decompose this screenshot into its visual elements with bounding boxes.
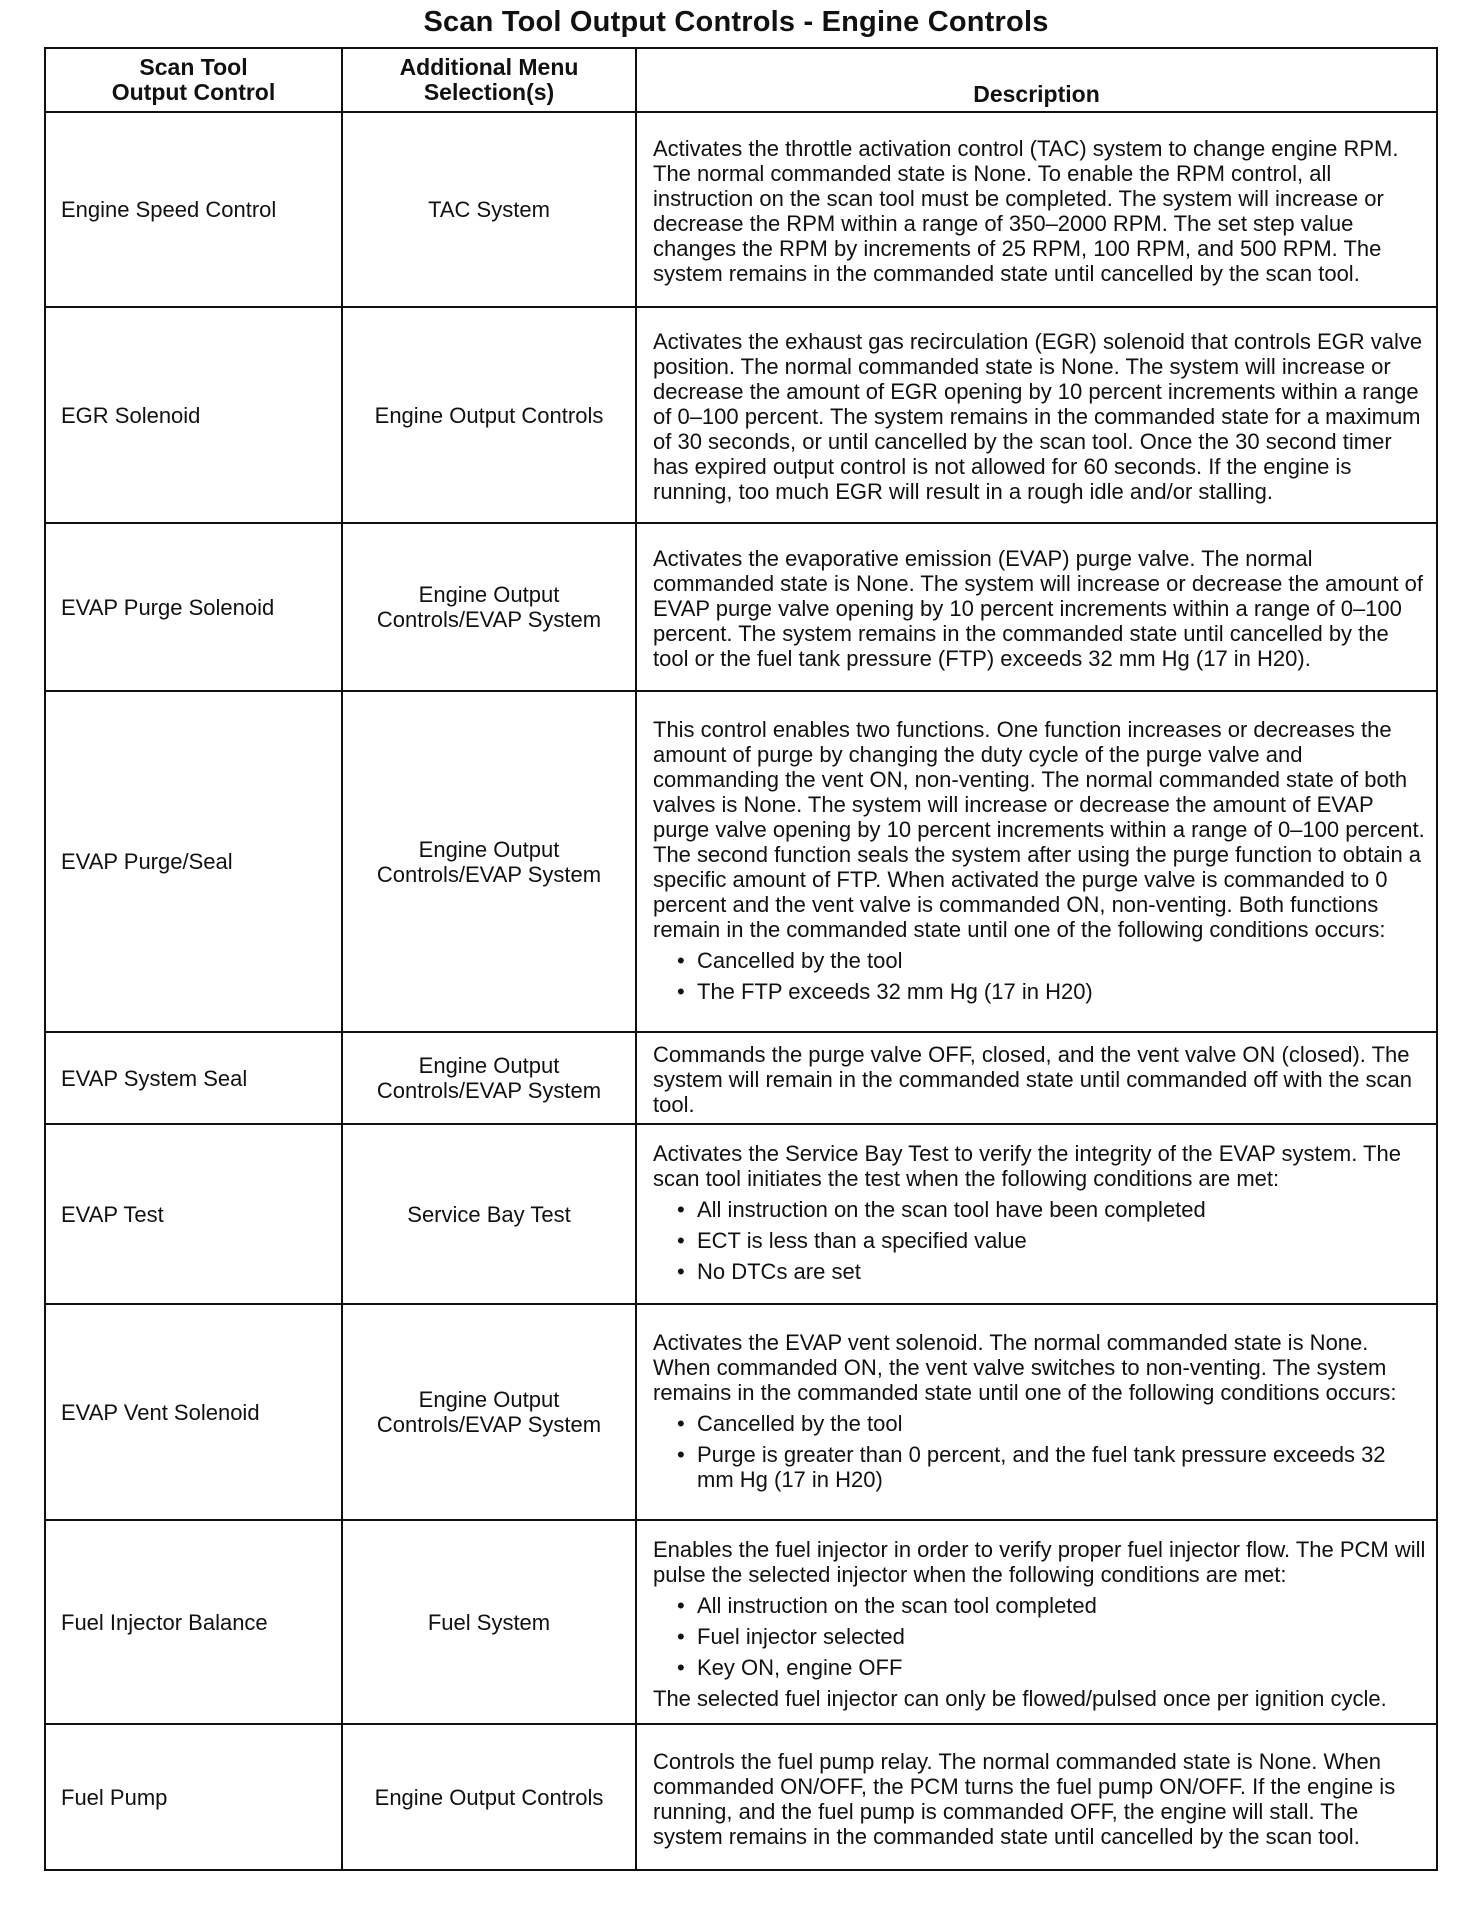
list-item bbox=[677, 1624, 1426, 1649]
cell-output-control: EGR Solenoid bbox=[45, 307, 342, 523]
cell-description bbox=[636, 112, 1437, 307]
menu-selection-line: Engine Output bbox=[418, 1053, 560, 1078]
table-row bbox=[45, 112, 1437, 307]
header-menu-line1: Additional Menu bbox=[399, 54, 579, 80]
list-item-text: Purge is greater than 0 percent, and the fuel tank pressure exceeds 32 mm Hg (17 in H20) bbox=[697, 1441, 1386, 1492]
list-item bbox=[677, 1593, 1426, 1618]
cell-output-control: EVAP Purge/Seal bbox=[45, 691, 342, 1032]
list-item-text: No DTCs are set bbox=[697, 1259, 861, 1284]
bullet-icon: • bbox=[677, 1592, 685, 1618]
description-text: Activates the evaporative emission (EVAP) purge valve. The normal commanded state is None. The system will increase or decrease the amount of EVAP purge valve opening by 10 percent increments within a range of 0–100 percent. The system remains in the commanded state until cancelled by the tool or the fuel tank pressure (FTP) exceeds 32 mm Hg (17 in H20). bbox=[653, 546, 1423, 671]
list-item-text: Cancelled by the tool bbox=[697, 947, 903, 973]
cell-output-control: EVAP System Seal bbox=[45, 1032, 342, 1124]
condition-list bbox=[653, 948, 1426, 1004]
cell-output-control: EVAP Test bbox=[45, 1124, 342, 1304]
description-text: This control enables two functions. One function increases or decreases the amount of purge by changing the duty cycle of the purge valve and commanding the vent ON, non-venting. The normal commanded state of both valves is None. The system will increase or decrease the amount of EVAP purge valve opening by 10 percent increments within a range of 0–100 percent. The second function seals the system after using the purge function to obtain a specific amount of FTP. When activated the purge valve is commanded to 0 percent and the vent valve is commanded ON, non-venting. Both functions remain in the commanded state until one of the following conditions occurs: bbox=[653, 716, 1425, 942]
cell-description bbox=[636, 1304, 1437, 1520]
bullet-icon: • bbox=[677, 1228, 685, 1253]
cell-output-control: Engine Speed Control bbox=[45, 112, 342, 307]
description-text: Commands the purge valve OFF, closed, and the vent valve ON (closed). The system will remain in the commanded state until commanded off with the scan tool. bbox=[653, 1042, 1412, 1117]
bullet-icon: • bbox=[677, 1654, 685, 1680]
description-text: Activates the Service Bay Test to verify the integrity of the EVAP system. The scan tool initiates the test when the following conditions are met: bbox=[653, 1141, 1401, 1191]
list-item bbox=[677, 979, 1426, 1004]
menu-selection-line: Engine Output bbox=[418, 582, 560, 607]
menu-selection-line: Service Bay Test bbox=[407, 1201, 571, 1227]
condition-list bbox=[653, 1593, 1426, 1680]
cell-menu-selection bbox=[342, 523, 636, 691]
list-item bbox=[677, 1655, 1426, 1680]
cell-output-control: Fuel Injector Balance bbox=[45, 1520, 342, 1724]
list-item bbox=[677, 948, 1426, 973]
cell-menu-selection bbox=[342, 307, 636, 523]
menu-selection-line: Engine Output bbox=[418, 1387, 560, 1412]
condition-list bbox=[653, 1197, 1426, 1284]
table-header-row bbox=[45, 48, 1437, 112]
list-item bbox=[677, 1228, 1426, 1253]
list-item bbox=[677, 1411, 1426, 1436]
output-controls-table bbox=[44, 47, 1438, 1871]
bullet-icon: • bbox=[677, 1259, 685, 1284]
cell-menu-selection bbox=[342, 1724, 636, 1870]
condition-list bbox=[653, 1411, 1426, 1492]
menu-selection-line: Controls/EVAP System bbox=[376, 1412, 602, 1437]
menu-selection-line: Controls/EVAP System bbox=[376, 861, 602, 887]
cell-menu-selection bbox=[342, 1304, 636, 1520]
menu-selection-line: Engine Output bbox=[418, 836, 560, 862]
cell-menu-selection bbox=[342, 1520, 636, 1724]
description-text: Activates the EVAP vent solenoid. The normal commanded state is None. When commanded ON, the vent valve switches to non-venting. The system remains in the commanded state until one of the following conditions occurs: bbox=[653, 1329, 1397, 1405]
cell-description bbox=[636, 307, 1437, 523]
cell-output-control: Fuel Pump bbox=[45, 1724, 342, 1870]
description-text: Enables the fuel injector in order to verify proper fuel injector flow. The PCM will pulse the selected injector when the following conditions are met: bbox=[653, 1536, 1426, 1587]
table-row bbox=[45, 523, 1437, 691]
table-row bbox=[45, 1724, 1437, 1870]
cell-menu-selection bbox=[342, 691, 636, 1032]
cell-menu-selection bbox=[342, 1032, 636, 1124]
header-description: Description bbox=[636, 48, 1437, 112]
header-control-line2: Output Control bbox=[111, 79, 276, 105]
bullet-icon: • bbox=[677, 1623, 685, 1649]
table-row bbox=[45, 1032, 1437, 1124]
table-row bbox=[45, 1304, 1437, 1520]
menu-selection-line: Engine Output Controls bbox=[374, 402, 604, 428]
cell-description bbox=[636, 1032, 1437, 1124]
table-row bbox=[45, 1520, 1437, 1724]
menu-selection-line: Engine Output Controls bbox=[374, 1784, 604, 1810]
list-item bbox=[677, 1442, 1426, 1492]
table-row bbox=[45, 1124, 1437, 1304]
menu-selection-line: Controls/EVAP System bbox=[376, 1078, 602, 1103]
list-item bbox=[677, 1197, 1426, 1222]
menu-selection-line: TAC System bbox=[428, 197, 550, 222]
cell-description bbox=[636, 691, 1437, 1032]
cell-description bbox=[636, 1724, 1437, 1870]
cell-menu-selection bbox=[342, 1124, 636, 1304]
list-item-text: Cancelled by the tool bbox=[697, 1410, 903, 1436]
header-control-line1: Scan Tool bbox=[139, 54, 248, 80]
list-item-text: Fuel injector selected bbox=[697, 1623, 905, 1649]
description-text: Activates the throttle activation control (TAC) system to change engine RPM. The normal commanded state is None. To enable the RPM control, all instruction on the scan tool must be completed. The system will increase or decrease the RPM within a range of 350–2000 RPM. The set step value changes the RPM by increments of 25 RPM, 100 RPM, and 500 RPM. The system remains in the commanded state until cancelled by the scan tool. bbox=[653, 136, 1399, 286]
list-item-text: ECT is less than a specified value bbox=[697, 1228, 1027, 1253]
list-item-text: All instruction on the scan tool have been completed bbox=[697, 1197, 1206, 1222]
bullet-icon: • bbox=[677, 947, 685, 973]
table-row bbox=[45, 307, 1437, 523]
list-item-text: All instruction on the scan tool completed bbox=[697, 1592, 1097, 1618]
header-menu-line2: Selection(s) bbox=[423, 79, 555, 105]
table-body bbox=[45, 112, 1437, 1870]
cell-description bbox=[636, 1520, 1437, 1724]
bullet-icon: • bbox=[677, 1197, 685, 1222]
list-item-text: The FTP exceeds 32 mm Hg (17 in H20) bbox=[697, 978, 1093, 1004]
header-additional-menu-selections bbox=[342, 48, 636, 112]
description-note: The selected fuel injector can only be flowed/pulsed once per ignition cycle. bbox=[653, 1685, 1387, 1711]
cell-output-control: EVAP Vent Solenoid bbox=[45, 1304, 342, 1520]
list-item bbox=[677, 1259, 1426, 1284]
cell-menu-selection bbox=[342, 112, 636, 307]
description-text: Activates the exhaust gas recirculation (EGR) solenoid that controls EGR valve position. The normal commanded state is None. The system will increase or decrease the amount of EGR opening by 10 percent increments within a range of 0–100 percent. The system remains in the commanded state for a maximum of 30 seconds, or until cancelled by the scan tool. Once the 30 second timer has expired output control is not allowed for 60 seconds. If the engine is running, too much EGR will result in a rough idle and/or stalling. bbox=[653, 329, 1423, 504]
menu-selection-line: Controls/EVAP System bbox=[376, 607, 602, 632]
bullet-icon: • bbox=[677, 1441, 685, 1467]
cell-description bbox=[636, 523, 1437, 691]
bullet-icon: • bbox=[677, 978, 685, 1004]
menu-selection-line: Fuel System bbox=[427, 1609, 551, 1635]
cell-output-control: EVAP Purge Solenoid bbox=[45, 523, 342, 691]
table-row bbox=[45, 691, 1437, 1032]
header-scan-tool-output-control bbox=[45, 48, 342, 112]
bullet-icon: • bbox=[677, 1410, 685, 1436]
cell-description bbox=[636, 1124, 1437, 1304]
page-title: Scan Tool Output Controls - Engine Controls bbox=[423, 6, 1049, 38]
description-text: Controls the fuel pump relay. The normal commanded state is None. When commanded ON/OFF, the PCM turns the fuel pump ON/OFF. If the engine is running, and the fuel pump is commanded OFF, the engine will stall. The system remains in the commanded state until cancelled by the scan tool. bbox=[653, 1748, 1396, 1849]
list-item-text: Key ON, engine OFF bbox=[697, 1654, 903, 1680]
